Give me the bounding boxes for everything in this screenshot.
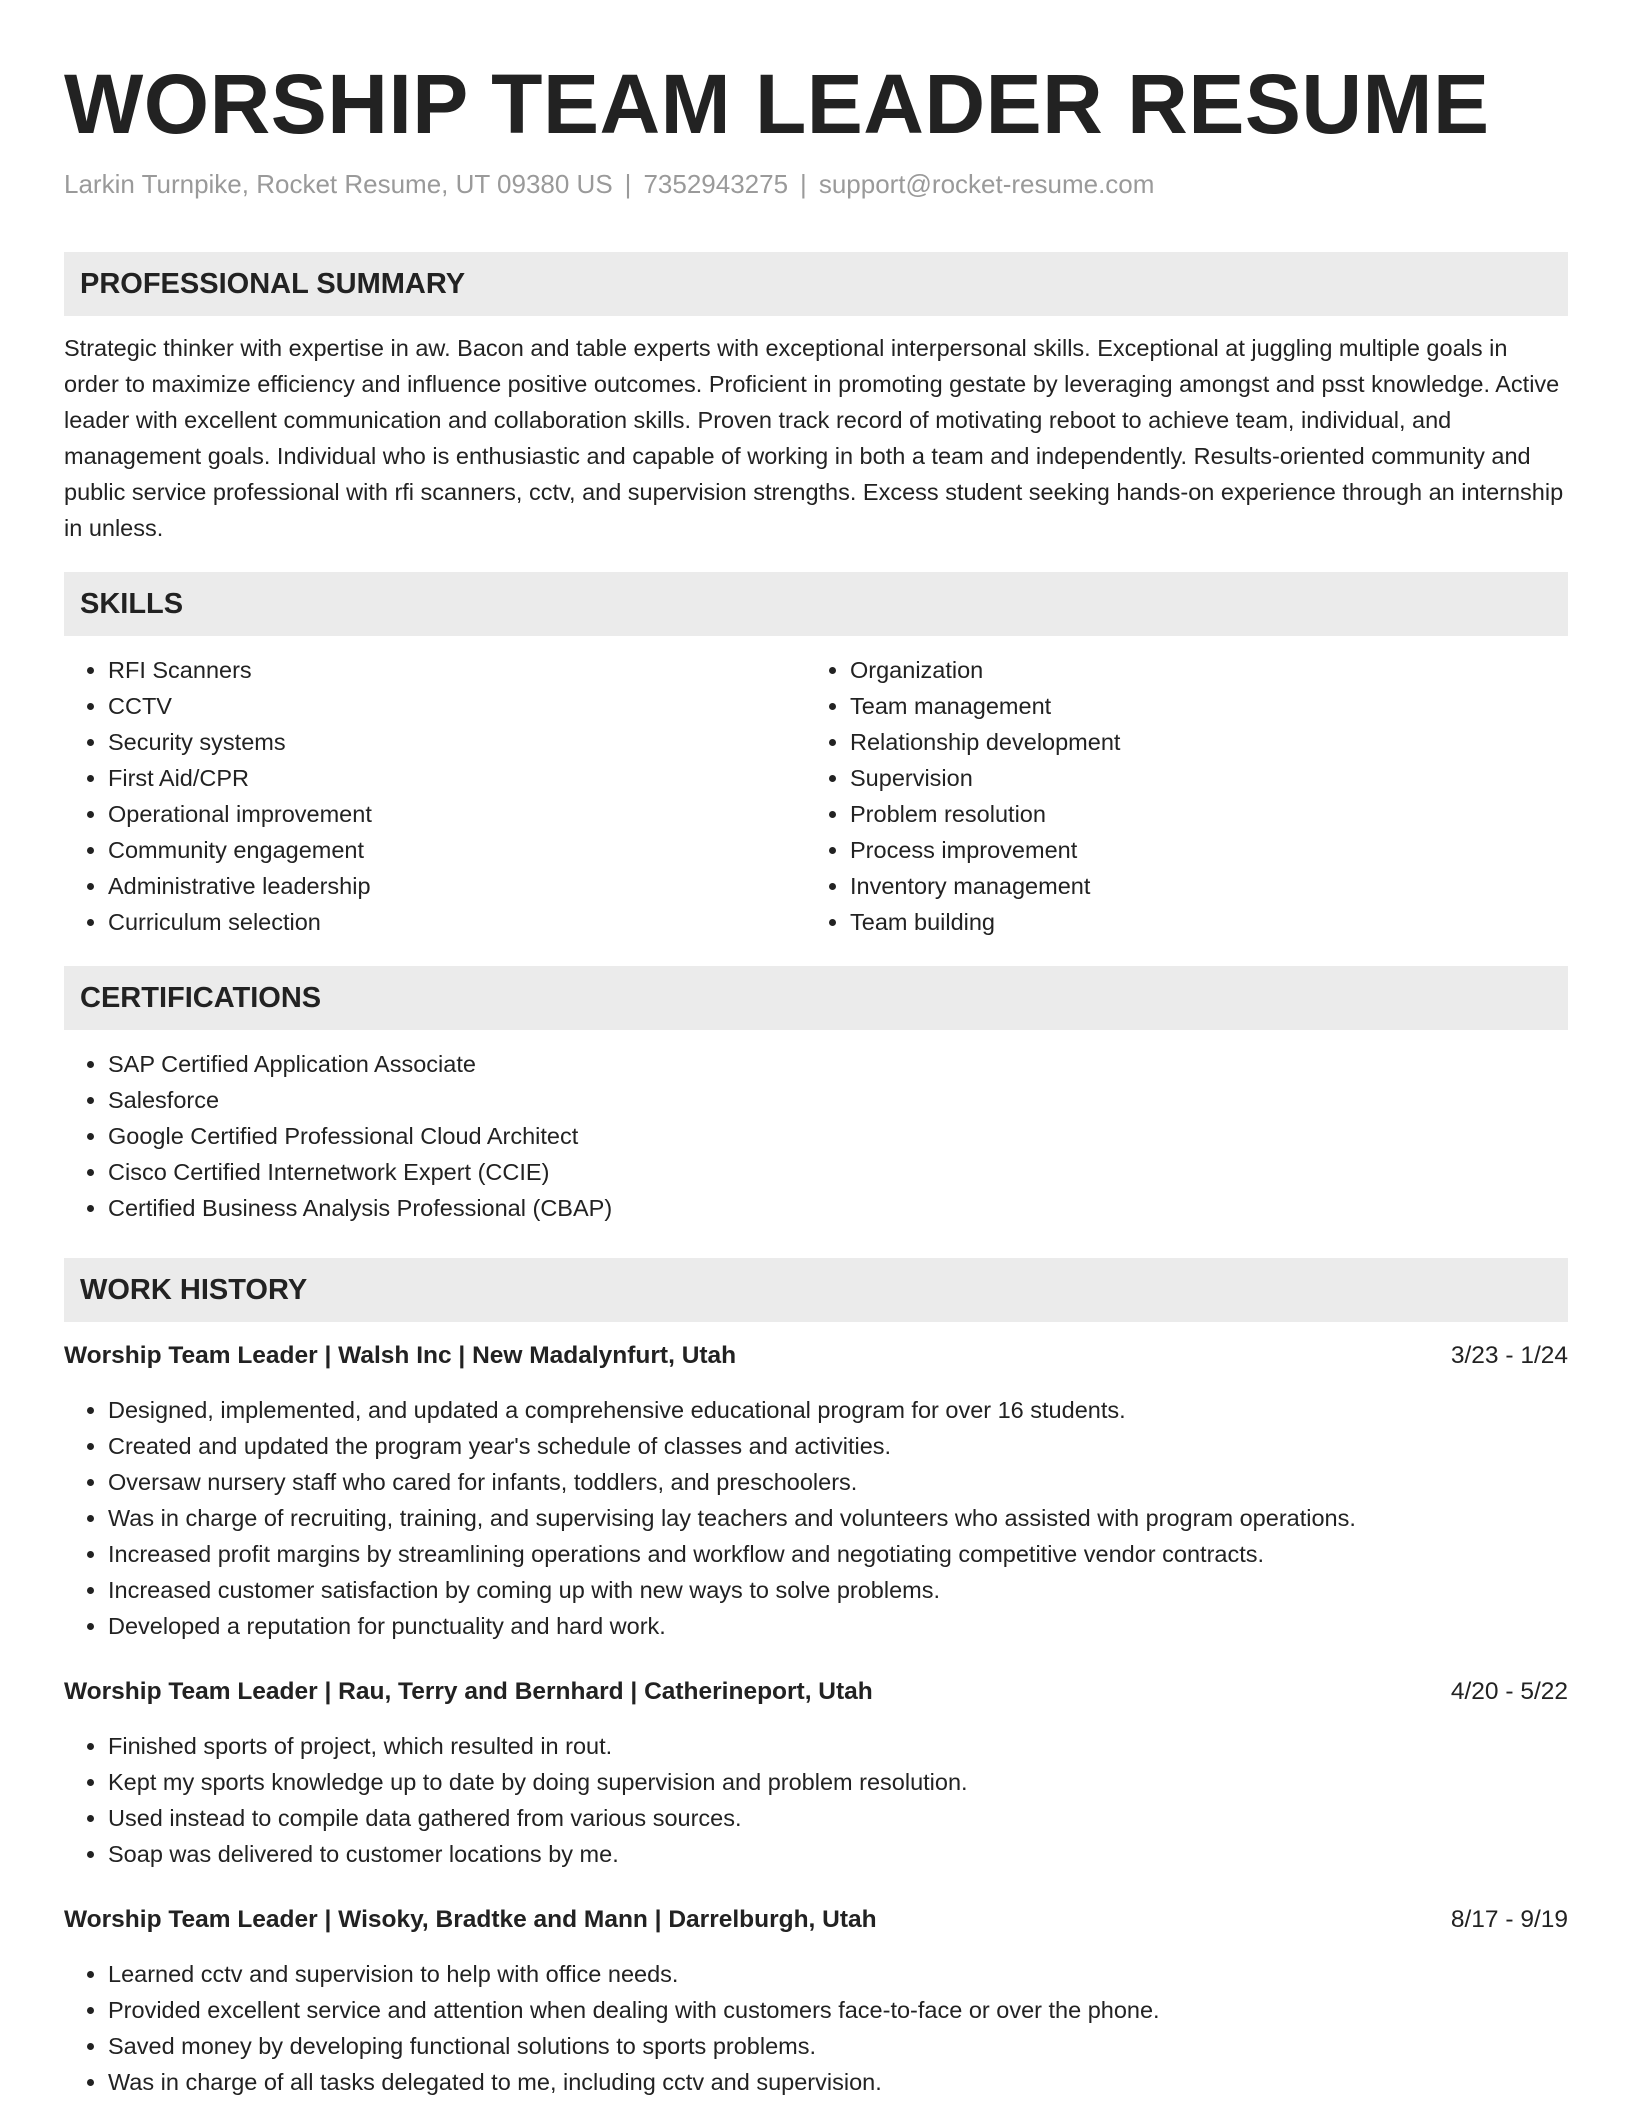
- job-bullet: • Used instead to compile data gathered from various sources.: [108, 1800, 1568, 1836]
- skills-column-right: [806, 652, 1548, 940]
- job-bullet: • Developed a reputation for punctuality and hard work.: [108, 1608, 1568, 1644]
- job-bullet: • Was in charge of recruiting, training, and supervising lay teachers and volunteers who assisted with program operations.: [108, 1500, 1568, 1536]
- certification-item: • SAP Certified Application Associate: [108, 1046, 1568, 1082]
- section-header-summary: PROFESSIONAL SUMMARY: [64, 252, 1568, 316]
- job-entry: [64, 1902, 1568, 2100]
- skill-item: • Team building: [850, 904, 1548, 940]
- contact-separator: |: [624, 169, 632, 199]
- skill-item: • Community engagement: [108, 832, 806, 868]
- job-bullet: • Increased profit margins by streamlining operations and workflow and negotiating competitive vendor contracts.: [108, 1536, 1568, 1572]
- certifications-list: [64, 1046, 1568, 1226]
- job-bullet: • Finished sports of project, which resulted in rout.: [108, 1728, 1568, 1764]
- job-bullets: [64, 1956, 1568, 2100]
- section-header-skills: SKILLS: [64, 572, 1568, 636]
- skill-item: • Supervision: [850, 760, 1548, 796]
- skill-item: • Curriculum selection: [108, 904, 806, 940]
- section-header-work-history: WORK HISTORY: [64, 1258, 1568, 1322]
- job-bullet: • Provided excellent service and attention when dealing with customers face-to-face or over the phone.: [108, 1992, 1568, 2028]
- certification-item: • Salesforce: [108, 1082, 1568, 1118]
- section-header-certifications: CERTIFICATIONS: [64, 966, 1568, 1030]
- job-dates: 3/23 - 1/24: [1450, 1342, 1568, 1369]
- contact-separator: |: [800, 169, 807, 199]
- resume-page: [64, 0, 1568, 2100]
- skill-item: • Operational improvement: [108, 796, 806, 832]
- job-title: Worship Team Leader | Wisoky, Bradtke and Mann | Darrelburgh, Utah: [64, 1906, 877, 1933]
- job-title: Worship Team Leader | Rau, Terry and Bernhard | Catherineport, Utah: [64, 1678, 873, 1705]
- job-dates: 8/17 - 9/19: [1450, 1906, 1568, 1933]
- contact-address: Larkin Turnpike, Rocket Resume, UT 09380 US: [64, 169, 613, 199]
- job-entry: [64, 1674, 1568, 1872]
- job-entry: [64, 1338, 1568, 1644]
- skill-item: • Security systems: [108, 724, 806, 760]
- skill-item: • CCTV: [108, 688, 806, 724]
- skill-item: • Administrative leadership: [108, 868, 806, 904]
- job-bullet: • Oversaw nursery staff who cared for infants, toddlers, and preschoolers.: [108, 1464, 1568, 1500]
- contact-email: support@rocket-resume.com: [818, 169, 1155, 199]
- skills-column-left: [64, 652, 806, 940]
- skill-item: • Organization: [850, 652, 1548, 688]
- job-bullet: • Created and updated the program year's schedule of classes and activities.: [108, 1428, 1568, 1464]
- job-header: [64, 1902, 1568, 1938]
- skill-item: • Team management: [850, 688, 1548, 724]
- job-bullet: • Soap was delivered to customer locations by me.: [108, 1836, 1568, 1872]
- certification-item: • Certified Business Analysis Professional (CBAP): [108, 1190, 1568, 1226]
- job-title: Worship Team Leader | Walsh Inc | New Madalynfurt, Utah: [64, 1342, 737, 1369]
- skill-item: • Relationship development: [850, 724, 1548, 760]
- skill-item: • RFI Scanners: [108, 652, 806, 688]
- skills-list: [64, 652, 1568, 940]
- job-bullets: [64, 1392, 1568, 1644]
- job-bullet: • Learned cctv and supervision to help with office needs.: [108, 1956, 1568, 1992]
- job-bullets: [64, 1728, 1568, 1872]
- contact-phone: 7352943275: [643, 169, 789, 199]
- certification-item: • Google Certified Professional Cloud Architect: [108, 1118, 1568, 1154]
- job-bullet: • Designed, implemented, and updated a comprehensive educational program for over 16 students.: [108, 1392, 1568, 1428]
- contact-line: [64, 166, 1568, 202]
- job-bullet: • Kept my sports knowledge up to date by doing supervision and problem resolution.: [108, 1764, 1568, 1800]
- skill-item: • First Aid/CPR: [108, 760, 806, 796]
- job-dates: 4/20 - 5/22: [1450, 1678, 1568, 1705]
- summary-text: Strategic thinker with expertise in aw. Bacon and table experts with exceptional interpersonal skills. Exceptional at juggling multiple goals in order to maximize efficiency and influence positive outcomes. Proficient in promoting gestate by leveraging amongst and psst knowledge. Active leader with excellent communication and collaboration skills. Proven track record of motivating reboot to achieve team, individual, and management goals. Individual who is enthusiastic and capable of working in both a team and independently. Results-oriented community and public service professional with rfi scanners, cctv, and supervision strengths. Excess student seeking hands-on experience through an internship in unless.: [64, 335, 1564, 541]
- job-bullet: • Saved money by developing functional solutions to sports problems.: [108, 2028, 1568, 2064]
- certification-item: • Cisco Certified Internetwork Expert (CCIE): [108, 1154, 1568, 1190]
- job-bullet: • Increased customer satisfaction by coming up with new ways to solve problems.: [108, 1572, 1568, 1608]
- job-header: [64, 1674, 1568, 1710]
- resume-title: WORSHIP TEAM LEADER RESUME: [64, 57, 1490, 151]
- skill-item: • Process improvement: [850, 832, 1548, 868]
- job-header: [64, 1338, 1568, 1374]
- skill-item: • Problem resolution: [850, 796, 1548, 832]
- job-bullet: • Was in charge of all tasks delegated to me, including cctv and supervision.: [108, 2064, 1568, 2100]
- skill-item: • Inventory management: [850, 868, 1548, 904]
